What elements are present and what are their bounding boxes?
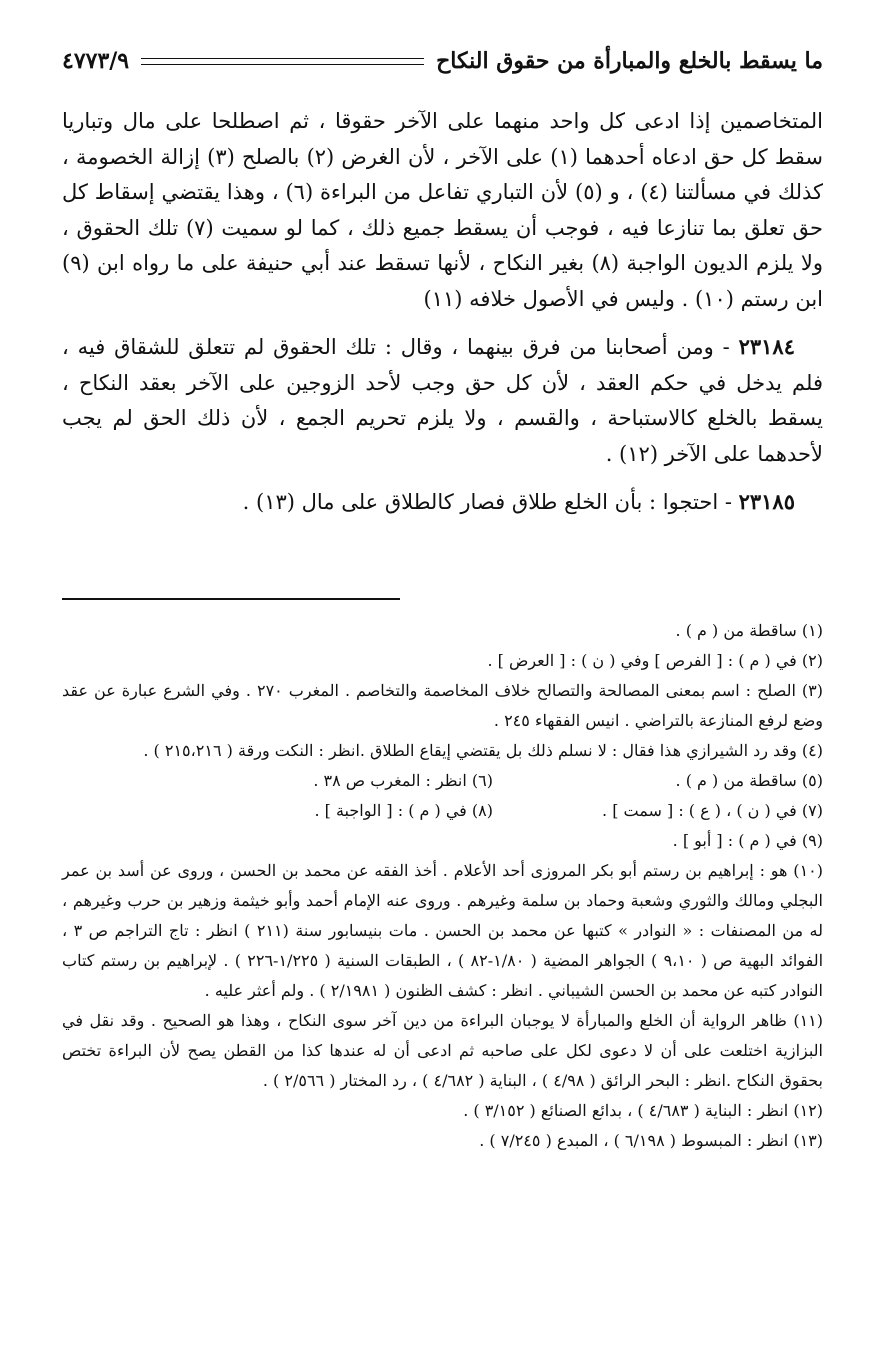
paragraph-23184 [62,329,823,472]
footnote-7: (٧) في ( ن ) ، ( ع ) : [ سمت ] . [602,801,823,820]
footnote-9: (٩) في ( م ) : [ أبو ] . [672,831,823,850]
footnote-11: (١١) ظاهر الرواية أن الخلع والمبارأة لا يوجبان البراءة من دين آخر سوى النكاح ، وهذا هو الصحيح . وقد نقل في البزازية اختلعت على أن لا دعوى لكل على صاحبه ثم ادعى أن له عندها كذا من القطن يصح لأن البراءة تختص بحقوق النكاح .انظر : البحر الرائق ( ٤/٩٨ ) ، البناية ( ٤/٦٨٢ ) ، رد المختار ( ٢/٥٦٦ ) . [62,1011,823,1090]
paragraph-text: - احتجوا : بأن الخلع طلاق فصار كالطلاق على مال (١٣) . [242,490,739,514]
footnote-row [62,766,823,796]
footnote-3: (٣) الصلح : اسم بمعنى المصالحة والتصالح خلاف المخاصمة والتخاصم . المغرب ٢٧٠ . وفي الشرع عبارة عن عقد وضع لرفع المنازعة بالتراضي . انيس الفقهاء ٢٤٥ . [62,681,823,730]
paragraph-text: - ومن أصحابنا من فرق بينهما ، وقال : تلك الحقوق لم تتعلق للشقاق فيه ، فلم يدخل في حكم العقد ، لأن كل حق وجب لأحد الزوجين على الآخر بعقد النكاح ، يسقط بالخلع كالاستباحة ، والقسم ، ولا يلزم تحريم الجمع ، لأن ذلك الحق لم يجب لأحدهما على الآخر (١٢) . [62,335,823,466]
header-title: ما يسقط بالخلع والمبارأة من حقوق النكاح [436,48,823,74]
footnote-13: (١٣) انظر : المبسوط ( ٦/١٩٨ ) ، المبدع ( ٧/٢٤٥ ) . [479,1131,823,1150]
running-header [62,44,823,78]
footnote-10: (١٠) هو : إبراهيم بن رستم أبو بكر المروزى أحد الأعلام . أخذ الفقه عن محمد بن الحسن ، وروى عن أسد بن عمر البجلي ومالك والثوري وشعبة وحماد بن سلمة وغيرهم . وروى عنه الإمام أحمد وأبو خيثمة وزهير بن حرب وغيرهم ، له من المصنفات : « النوادر » كتبها عن محمد بن الحسن . مات بنيسابور سنة (٢١١ ) انظر : تاج التراجم ص ٣ ، الفوائد البهية ص ( ٩،١٠ ) الجواهر المضية ( ١/٨٠-٨٢ ) ، الطبقات السنية ( ١/٢٢٥-٢٢٦ ) . لإبراهيم بن رستم كتاب النوادر كتبه عن محمد بن الحسن الشيباني . انظر : كشف الظنون ( ٢/١٩٨١ ) . ولم أعثر عليه . [62,861,824,1000]
footnote-12: (١٢) انظر : البناية ( ٤/٦٨٣ ) ، بدائع الصنائع ( ٣/١٥٢ ) . [463,1101,823,1120]
paragraph-number: ٢٣١٨٤ [738,334,795,359]
page-number: ٤٧٧٣/٩ [62,48,130,74]
footnote-6: (٦) انظر : المغرب ص ٣٨ . [313,771,493,790]
footnote-4: (٤) وقد رد الشيرازي هذا فقال : لا نسلم ذلك بل يقتضي إيقاع الطلاق .انظر : النكت ورقة ( ٢١٥،٢١٦ ) . [143,741,823,760]
footnote-row [62,796,823,826]
main-text [62,104,823,521]
footnote-separator [62,598,400,600]
footnotes [62,616,823,1156]
paragraph-continuation: المتخاصمين إذا ادعى كل واحد منهما على الآخر حقوقا ، ثم اصطلحا على مال وتباريا سقط كل حق ادعاه أحدهما (١) على الآخر ، لأن الغرض (٢) بالصلح (٣) إزالة الخصومة ، كذلك في مسألتنا (٤) ، و (٥) لأن التباري تفاعل من البراءة (٦) ، وهذا يقتضي إسقاط كل حق تعلق بما تنازعا فيه ، فوجب أن يسقط جميع ذلك ، كما لو سميت (٧) تلك الحقوق ، ولا يلزم الديون الواجبة (٨) بغير النكاح ، لأنها تسقط عند أبي حنيفة على ما رواه ابن (٩) ابن رستم (١٠) . وليس في الأصول خلافه (١١) [62,109,823,311]
footnote-5: (٥) ساقطة من ( م ) . [675,771,823,790]
header-double-rule [141,58,424,65]
paragraph-number: ٢٣١٨٥ [738,489,795,514]
footnote-1: (١) ساقطة من ( م ) . [675,621,823,640]
footnote-2: (٢) في ( م ) : [ الفرص ] وفي ( ن ) : [ العرض ] . [487,651,823,670]
paragraph-23185 [62,484,823,521]
footnote-8: (٨) في ( م ) : [ الواجبة ] . [314,801,493,820]
